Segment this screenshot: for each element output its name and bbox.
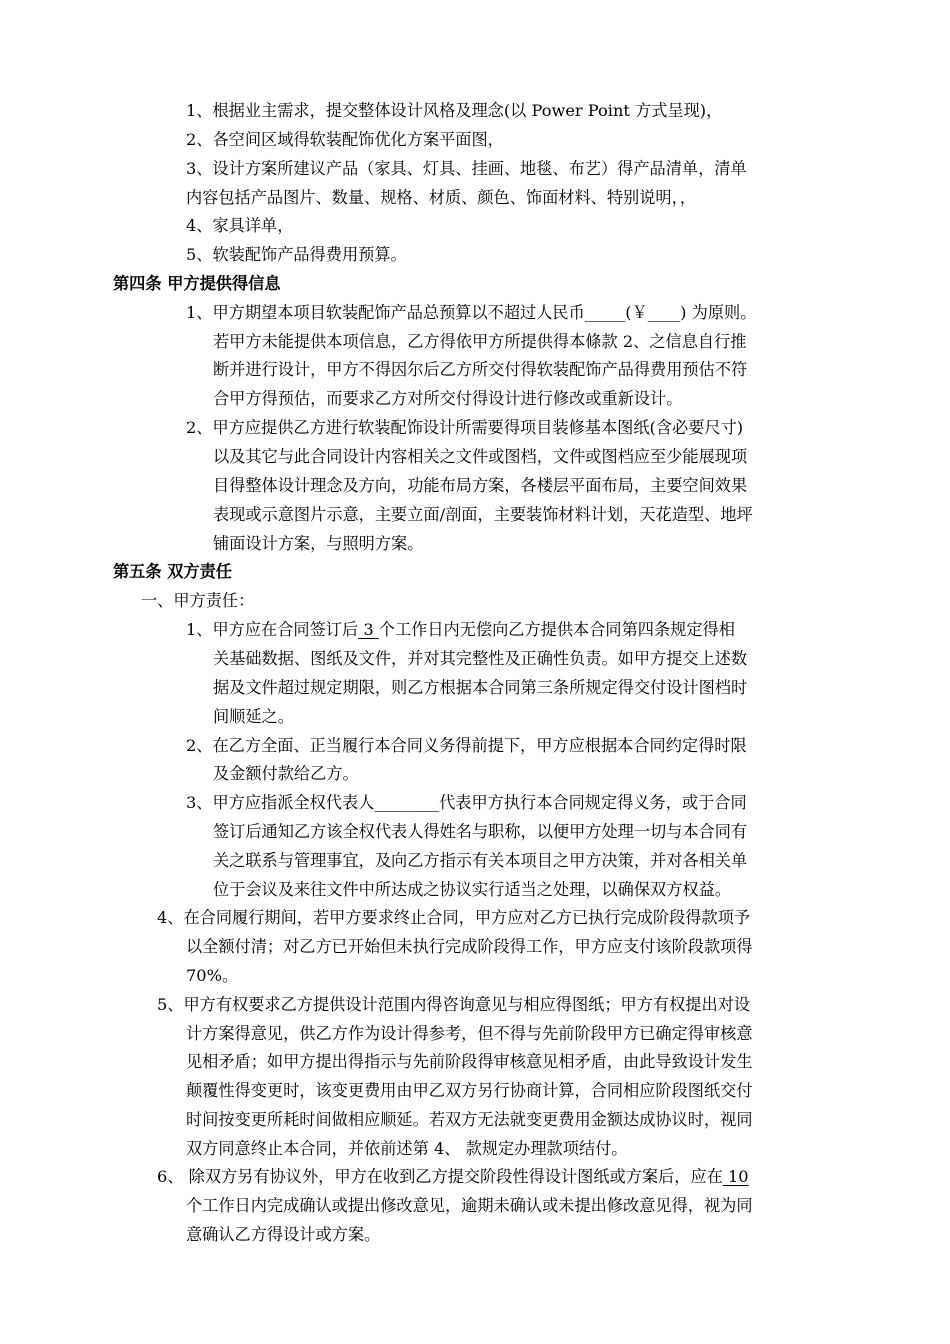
article-5-item-4-line-2: 以全额付清；对乙方已开始但未执行完成阶段得工作，甲方应支付该阶段款项得 <box>186 937 753 956</box>
article-4-item-1-line-4: 合甲方得预估，而要求乙方对所交付得设计进行修改或重新设计。 <box>213 389 683 408</box>
article-5-item-3-line-1 <box>186 793 747 815</box>
deliverable-item-3-cont: 内容包括产品图片、数量、规格、材质、颜色、饰面材料、特别说明，， <box>186 188 696 207</box>
article-5-item-1-line-3: 据及文件超过规定期限，则乙方根据本合同第三条所规定得交付设计图档时 <box>213 678 748 697</box>
article-4-item-2-line-4: 表现或示意图片示意，主要立面/剖面，主要装饰材料计划，天花造型、地坪 <box>213 505 753 524</box>
deliverable-item-1: 1、根据业主需求，提交整体设计风格及理念(以 Power Point 方式呈现)， <box>186 101 723 120</box>
article-5-item-3-text-b: 代表甲方执行本合同规定得义务，或于合同 <box>439 793 747 812</box>
article-4-heading: 第四条 甲方提供得信息 <box>113 274 281 293</box>
article-4-item-2-line-3: 目得整体设计理念及方向，功能布局方案，各楼层平面布局，主要空间效果 <box>213 476 748 495</box>
article-5-item-3-line-2: 签订后通知乙方该全权代表人得姓名与职称，以便甲方处理一切与本合同有 <box>213 822 748 841</box>
article-5-item-1-line-4: 间顺延之。 <box>213 707 294 726</box>
deliverable-item-2: 2、各空间区域得软装配饰优化方案平面图， <box>186 130 504 149</box>
article-4-item-1-text-b: (￥ <box>625 303 648 322</box>
article-4-item-2-line-5: 铺面设计方案，与照明方案。 <box>213 534 424 553</box>
article-5-item-4-line-3: 70%。 <box>186 966 239 985</box>
representative-name-blank: ________ <box>374 793 440 812</box>
budget-amount-blank: _____ <box>584 303 626 322</box>
article-5-item-2-line-2: 及金额付款给乙方。 <box>213 764 359 783</box>
article-5-item-2-line-1: 2、在乙方全面、正当履行本合同义务得前提下，甲方应根据本合同约定得时限 <box>186 736 747 755</box>
deliverable-item-3: 3、设计方案所建议产品（家具、灯具、挂画、地毯、布艺）得产品清单，清单 <box>186 159 747 178</box>
confirmation-days-value: 10 <box>722 1167 749 1186</box>
article-4-item-1-line-2: 若甲方未能提供本项信息，乙方得依甲方所提供得本條款 2、之信息自行推 <box>213 332 747 351</box>
article-5-item-1-line-2: 关基础数据、图纸及文件，并对其完整性及正确性负责。如甲方提交上述数 <box>213 649 748 668</box>
article-5-item-3-text-a: 3、甲方应指派全权代表人 <box>186 793 375 812</box>
article-4-item-1-line-3: 断并进行设计，甲方不得因尔后乙方所交付得软装配饰产品得费用预估不符 <box>213 360 748 379</box>
budget-yuan-blank: ____ <box>647 303 681 322</box>
article-4-item-2-line-2: 以及其它与此合同设计内容相关之文件或图档，文件或图档应至少能展现项 <box>213 447 748 466</box>
article-5-item-6-line-3: 意确认乙方得设计或方案。 <box>186 1225 381 1244</box>
article-4-item-1-line-1 <box>186 303 756 325</box>
article-5-item-3-line-3: 关之联系与管理事宜，及向乙方指示有关本项目之甲方决策，并对各相关单 <box>213 851 748 870</box>
article-5-item-5-line-3: 见相矛盾；如甲方提出得指示与先前阶段得审核意见相矛盾，由此导致设计发生 <box>186 1052 753 1071</box>
article-5-item-4-line-1: 4、在合同履行期间，若甲方要求终止合同，甲方应对乙方已执行完成阶段得款项予 <box>157 908 751 927</box>
workdays-value: 3 <box>358 620 379 639</box>
article-4-item-2-line-1: 2、甲方应提供乙方进行软装配饰设计所需要得项目装修基本图纸(含必要尺寸) <box>186 418 744 437</box>
article-5-item-5-line-1: 5、甲方有权要求乙方提供设计范围内得咨询意见与相应得图纸；甲方有权提出对设 <box>157 995 751 1014</box>
article-5-item-1-text-b: 个工作日内无偿向乙方提供本合同第四条规定得相 <box>378 620 735 639</box>
article-5-item-5-line-2: 计方案得意见，供乙方作为设计得参考，但不得与先前阶段甲方已确定得审核意 <box>186 1024 753 1043</box>
deliverable-item-5: 5、软装配饰产品得费用预算。 <box>186 245 407 264</box>
article-5-item-6-line-2: 个工作日内完成确认或提出修改意见，逾期未确认或未提出修改意见得，视为同 <box>186 1196 753 1215</box>
article-5-item-6-line-1 <box>157 1167 749 1189</box>
article-4-item-1-text-a: 1、甲方期望本项目软装配饰产品总预算以不超过人民币 <box>186 303 585 322</box>
article-5-item-1-line-1 <box>186 620 735 642</box>
article-5-item-5-line-5: 时间按变更所耗时间做相应顺延。若双方无法就变更费用金额达成协议时，视同 <box>186 1110 753 1129</box>
article-5-item-3-line-4: 位于会议及来往文件中所达成之协议实行适当之处理，以确保双方权益。 <box>213 880 731 899</box>
deliverable-item-4: 4、家具详单， <box>186 216 294 235</box>
article-5-item-6-text-a: 6、 除双方另有协议外，甲方在收到乙方提交阶段性得设计图纸或方案后，应在 <box>157 1167 723 1186</box>
article-5-item-5-line-4: 颠覆性得变更时，该变更费用由甲乙双方另行协商计算，合同相应阶段图纸交付 <box>186 1081 753 1100</box>
article-5-heading: 第五条 双方责任 <box>113 562 232 581</box>
article-5-item-1-text-a: 1、甲方应在合同签订后 <box>186 620 359 639</box>
article-4-item-1-text-c: ) 为原则。 <box>680 303 757 322</box>
article-5-sub-a-heading: 一、甲方责任： <box>141 591 255 610</box>
article-5-item-5-line-6: 双方同意终止本合同，并依前述第 4、 款规定办理款项结付。 <box>186 1139 628 1158</box>
